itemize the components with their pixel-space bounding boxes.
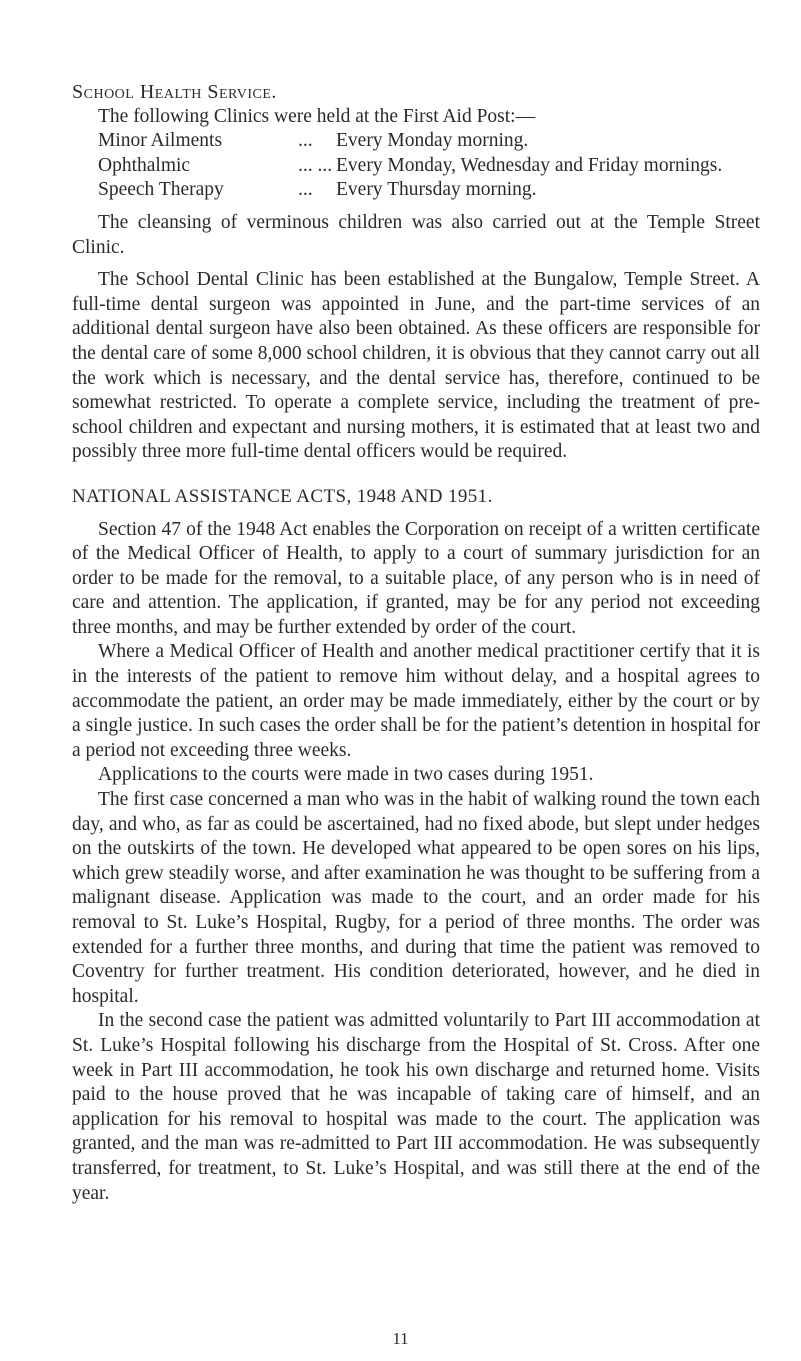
leader-dots: ... [298,130,313,152]
school-health-heading: School Health Service. [72,81,277,103]
page-number: 11 [392,1329,409,1348]
clinic-schedule: Every Monday, Wednesday and Friday mornings. [336,154,723,176]
leader-dots: ... [298,179,313,201]
document-page [72,80,760,1206]
national-assistance-heading: NATIONAL ASSISTANCE ACTS, 1948 AND 1951. [72,485,493,507]
body-paragraph: The School Dental Clinic has been established at the Bungalow, Temple Street. A full-time dental surgeon was appointed in June, and the part-time services of an additional dental surgeon have also been obtained. As these officers are responsible for the dental care of some 8,000 school children, it is obvious that they cannot carry out all the work which is necessary, and the dental service has, therefore, continued to be somewhat restricted. To operate a complete service, including the treatment of pre-school children and expectant and nursing mothers, it is estimated that at least two and possibly three more full-time dental officers would be required. [72,269,760,463]
body-paragraph: The cleansing of verminous children was also carried out at the Temple Street Clinic. [72,211,760,258]
body-paragraph: Where a Medical Officer of Health and another medical practitioner certify that it is in the interests of the patient to remove him without delay, and a hospital agrees to accommodate the patient, an order may be made immediately, either by the court or by a single justice. In such cases the order shall be for the patient’s detention in hospital for a period not exceeding three weeks. [72,641,760,761]
clinic-name: Speech Therapy [98,179,224,201]
body-paragraph: Section 47 of the 1948 Act enables the Corporation on receipt of a written certificate of the Medical Officer of Health, to apply to a court of summary jurisdiction for an order to be made for the removal, to a suitable place, of any person who is in need of care and attention. The application, if granted, may be for any period not exceeding three months, and may be further extended by order of the court. [72,518,760,638]
leader-dots: ... ... [298,154,333,176]
clinic-row [98,178,748,203]
clinic-name: Ophthalmic [98,154,191,176]
clinic-schedule: Every Monday morning. [336,130,529,152]
body-paragraph: In the second case the patient was admitted voluntarily to Part III accommodation at St. Luke’s Hospital following his discharge from the Hospital of St. Cross. After one week in Part III accommodation, he took his own discharge and returned home. Visits paid to the house proved that he was incapable of taking care of himself, and an application for his removal to hospital was made to the court. The application was granted, and the man was re-admitted to Part III accommodation. He was subsequently transferred, for treatment, to St. Luke’s Hospital, and was still there at the end of the year. [72,1010,760,1204]
clinic-row [98,129,748,154]
clinic-row [98,154,748,179]
clinic-schedule: Every Thursday morning. [336,179,537,201]
clinics-intro: The following Clinics were held at the First Aid Post:— [98,105,536,127]
clinic-schedule-table [98,129,748,203]
body-paragraph: Applications to the courts were made in two cases during 1951. [98,764,594,786]
body-paragraph: The first case concerned a man who was in the habit of walking round the town each day, and who, as far as could be ascertained, had no fixed abode, but slept under hedges on the outskirts of the town. He developed what appeared to be open sores on his lips, which grew steadily worse, and after examination he was thought to be suffering from a malignant disease. Application was made to the court, and an order made for his removal to St. Luke’s Hospital, Rugby, for a period of three months. The order was extended for a further three months, and during that time the patient was removed to Coventry for further treatment. His condition deteriorated, however, and he died in hospital. [72,789,760,1007]
clinic-name: Minor Ailments [98,130,223,152]
